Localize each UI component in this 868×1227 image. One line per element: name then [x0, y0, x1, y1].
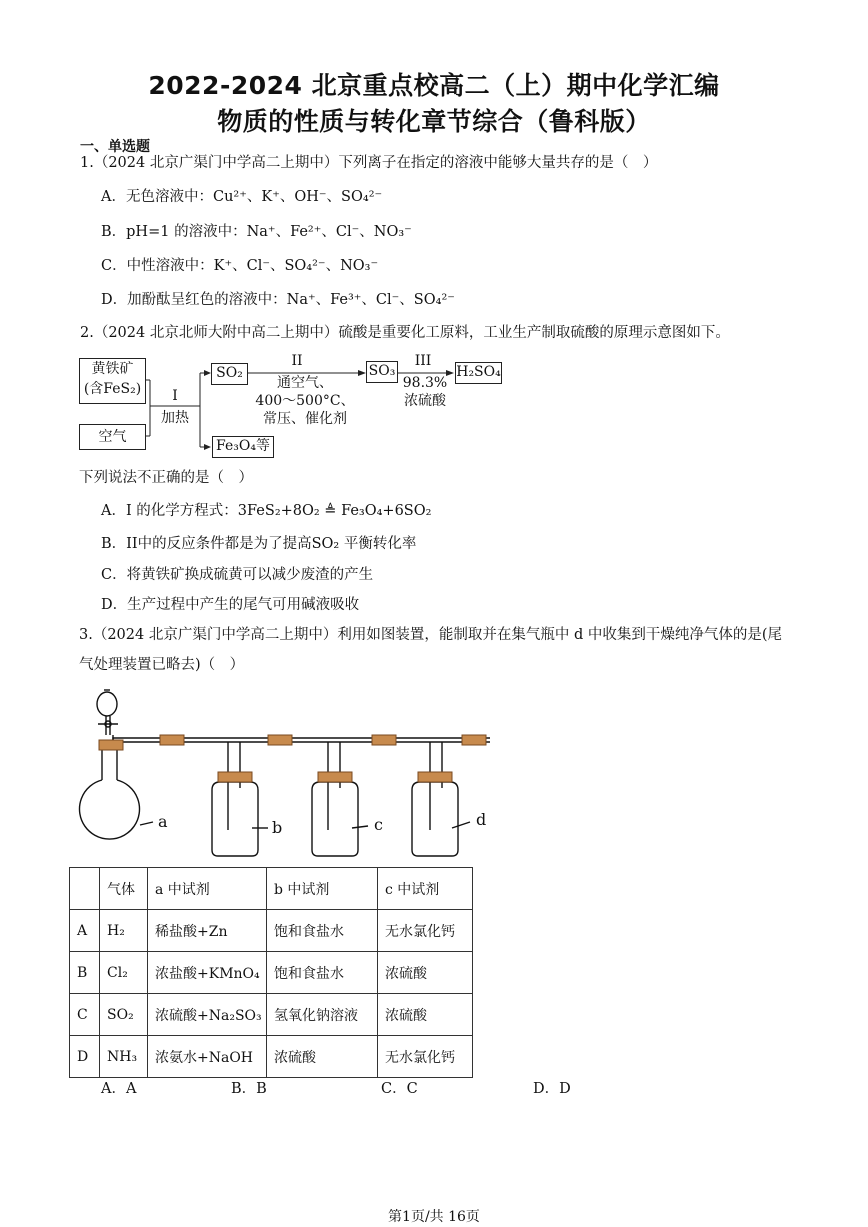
q1-option-b: B．pH=1 的溶液中：Na⁺、Fe²⁺、Cl⁻、NO₃⁻: [101, 224, 412, 240]
pyrite-box: 黄铁矿 (含FeS₂): [79, 358, 146, 404]
table-cell: 无水氯化钙: [378, 910, 473, 952]
step3-label: III: [414, 353, 432, 369]
question-2-prompt: 下列说法不正确的是（ ）: [79, 470, 253, 486]
table-header: [70, 868, 100, 910]
table-cell: C: [70, 994, 100, 1036]
label-d: d: [476, 810, 487, 829]
q2-option-b: B．II中的反应条件都是为了提高SO₂ 平衡转化率: [101, 536, 417, 552]
table-cell: 浓氨水+NaOH: [148, 1036, 267, 1078]
table-cell: 浓硫酸: [378, 952, 473, 994]
h2so4-box: H₂SO₄: [455, 362, 502, 384]
step2-conditions: 通空气、 400～500°C、 常压、催化剂: [255, 375, 355, 427]
table-cell: 饱和食盐水: [267, 952, 378, 994]
table-cell: Cl₂: [100, 952, 148, 994]
step2-label: II: [291, 353, 303, 369]
fe3o4-box: Fe₃O₄等: [212, 436, 274, 458]
table-cell: NH₃: [100, 1036, 148, 1078]
table-header: a 中试剂: [148, 868, 267, 910]
table-cell: D: [70, 1036, 100, 1078]
q1-option-a-ions: Cu²⁺、K⁺、OH⁻、SO₄²⁻: [212, 189, 383, 205]
table-cell: SO₂: [100, 994, 148, 1036]
page-title-line1: 2022-2024 北京重点校高二（上）期中化学汇编: [148, 71, 720, 100]
table-header: c 中试剂: [378, 868, 473, 910]
table-cell: 稀盐酸+Zn: [148, 910, 267, 952]
table-row: [70, 910, 473, 952]
table-header-row: [70, 868, 473, 910]
q1-option-a: A．无色溶液中：Cu²⁺、K⁺、OH⁻、SO₄²⁻: [101, 189, 383, 205]
table-cell: 浓硫酸: [267, 1036, 378, 1078]
so2-box: SO₂: [211, 363, 248, 385]
question-1-stem: 1.（2024 北京广渠门中学高二上期中）下列离子在指定的溶液中能够大量共存的是（ ）: [80, 155, 658, 171]
question-2-stem: 2.（2024 北京北师大附中高二上期中）硫酸是重要化工原料，工业生产制取硫酸的原理示意图如下。: [80, 325, 730, 341]
q3-option-a: A．A: [101, 1081, 137, 1097]
reagent-table: [69, 867, 473, 1078]
q3-option-d: D．D: [533, 1081, 571, 1097]
table-row: [70, 994, 473, 1036]
q1-option-b-ions: Na⁺、Fe²⁺、Cl⁻、NO₃⁻: [246, 224, 412, 240]
table-row: [70, 952, 473, 994]
table-cell: B: [70, 952, 100, 994]
table-header: 气体: [100, 868, 148, 910]
air-box: 空气: [79, 424, 146, 450]
table-cell: 无水氯化钙: [378, 1036, 473, 1078]
table-cell: 浓盐酸+KMnO₄: [148, 952, 267, 994]
table-cell: 浓硫酸: [378, 994, 473, 1036]
table-header: b 中试剂: [267, 868, 378, 910]
table-cell: A: [70, 910, 100, 952]
label-a: a: [158, 812, 168, 831]
q2-option-c: C．将黄铁矿换成硫黄可以减少废渣的产生: [101, 567, 374, 583]
step1-condition: 加热: [161, 410, 189, 426]
table-cell: 饱和食盐水: [267, 910, 378, 952]
q2-option-a: A．I 的化学方程式：3FeS₂+8O₂ ≜ Fe₃O₄+6SO₂: [101, 503, 432, 519]
page-footer: 第1页/共 16页: [388, 1209, 480, 1225]
q3-option-b: B．B: [231, 1081, 267, 1097]
q1-option-d: D．加酚酞呈红色的溶液中：Na⁺、Fe³⁺、Cl⁻、SO₄²⁻: [101, 292, 455, 308]
question-3-stem-line2: 气处理装置已略去)（ ）: [79, 657, 245, 673]
table-cell: 氢氧化钠溶液: [267, 994, 378, 1036]
table-cell: H₂: [100, 910, 148, 952]
section-heading: 一、单选题: [80, 139, 150, 155]
q1-option-d-ions: Na⁺、Fe³⁺、Cl⁻、SO₄²⁻: [286, 292, 455, 308]
q1-option-c: C．中性溶液中：K⁺、Cl⁻、SO₄²⁻、NO₃⁻: [101, 258, 379, 274]
q2-option-d: D．生产过程中产生的尾气可用碱液吸收: [101, 597, 360, 613]
q3-option-c: C．C: [381, 1081, 418, 1097]
question-3-stem-line1: 3.（2024 北京广渠门中学高二上期中）利用如图装置，能制取并在集气瓶中 d 中收集到干燥纯净气体的是(尾: [79, 627, 782, 643]
step1-label: I: [172, 388, 178, 404]
label-b: b: [272, 818, 283, 837]
label-c: c: [374, 815, 383, 834]
table-cell: 浓硫酸+Na₂SO₃: [148, 994, 267, 1036]
gas-apparatus-diagram: [0, 680, 520, 865]
step3-conditions: 98.3% 浓硫酸: [402, 375, 448, 409]
table-row: [70, 1036, 473, 1078]
q1-option-c-ions: K⁺、Cl⁻、SO₄²⁻、NO₃⁻: [213, 258, 379, 274]
page-title-line2: 物质的性质与转化章节综合（鲁科版）: [217, 107, 651, 136]
so3-box: SO₃: [366, 361, 398, 383]
